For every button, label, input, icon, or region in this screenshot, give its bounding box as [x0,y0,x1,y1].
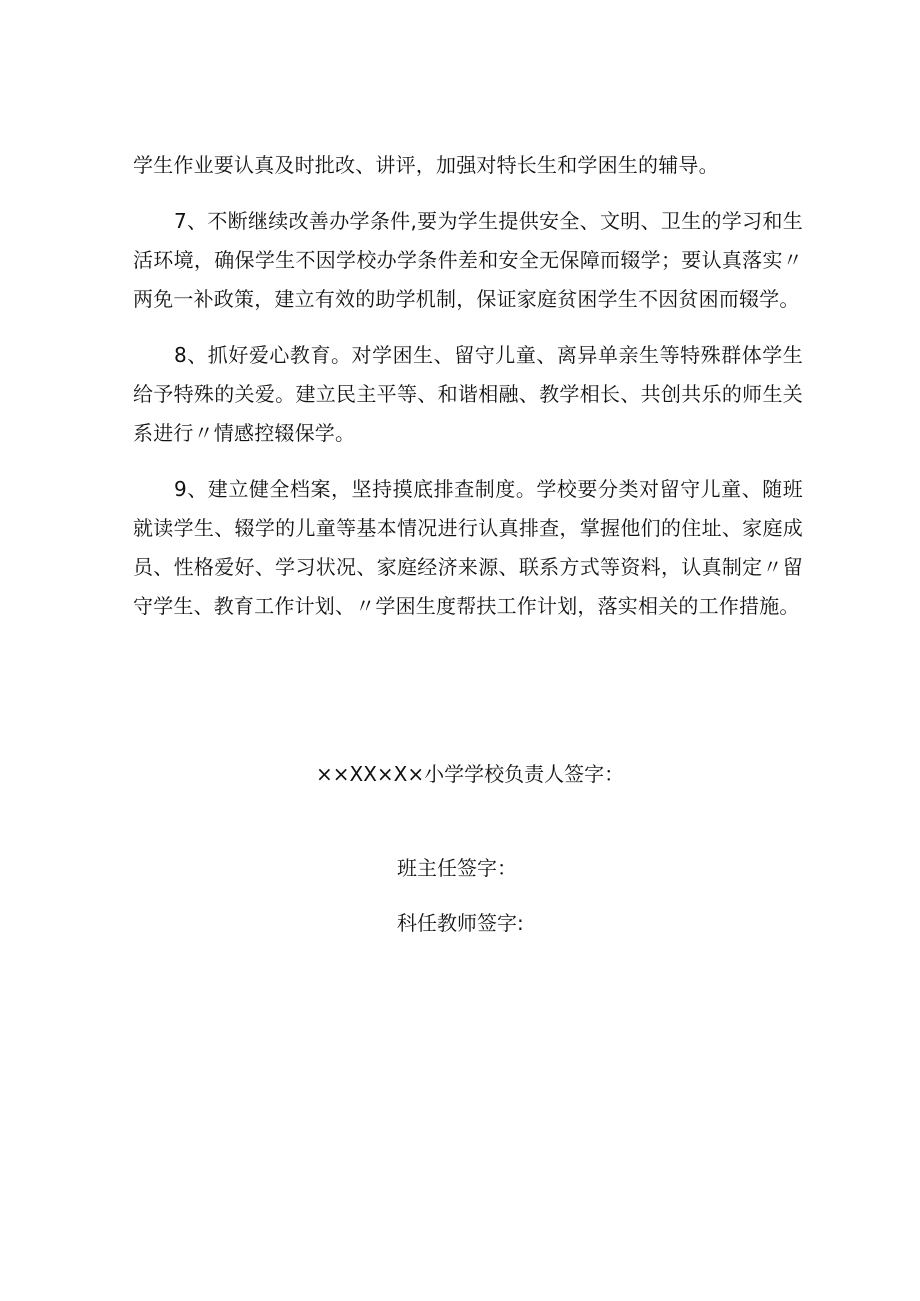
paragraph-continuation: 学生作业要认真及时批改、讲评，加强对特长生和学困生的辅导。 [133,153,719,177]
head-teacher-signature-label: 班主任签字： [397,856,517,880]
paragraph-item-7: 7、不断继续改善办学条件,要为学生提供安全、文明、卫生的学习和生活环境，确保学生不因学校办学条件差和安全无保障而辍学；要认真落实〃两免一补政策，建立有效的助学机制，保证家庭贫困学生不因贫困而辍学。 [133,209,803,311]
principal-signature-label: ××XX×X×小学学校负责人签字： [316,762,625,786]
document-body [133,146,803,643]
paragraph-item-8: 8、抓好爱心教育。对学困生、留守儿童、离异单亲生等特殊群体学生给予特殊的关爱。建立民主平等、和谐相融、教学相长、共创共乐的师生关系进行〃情感控辍保学。 [133,343,803,445]
paragraph-item-9: 9、建立健全档案，坚持摸底排查制度。学校要分类对留守儿童、随班就读学生、辍学的儿童等基本情况进行认真排查，掌握他们的住址、家庭成员、性格爱好、学习状况、家庭经济来源、联系方式等资料，认真制定〃留守学生、教育工作计划、〃学困生度帮扶工作计划，落实相关的工作措施。 [133,477,803,618]
subject-teacher-signature-label: 科任教师签字: [397,911,524,935]
